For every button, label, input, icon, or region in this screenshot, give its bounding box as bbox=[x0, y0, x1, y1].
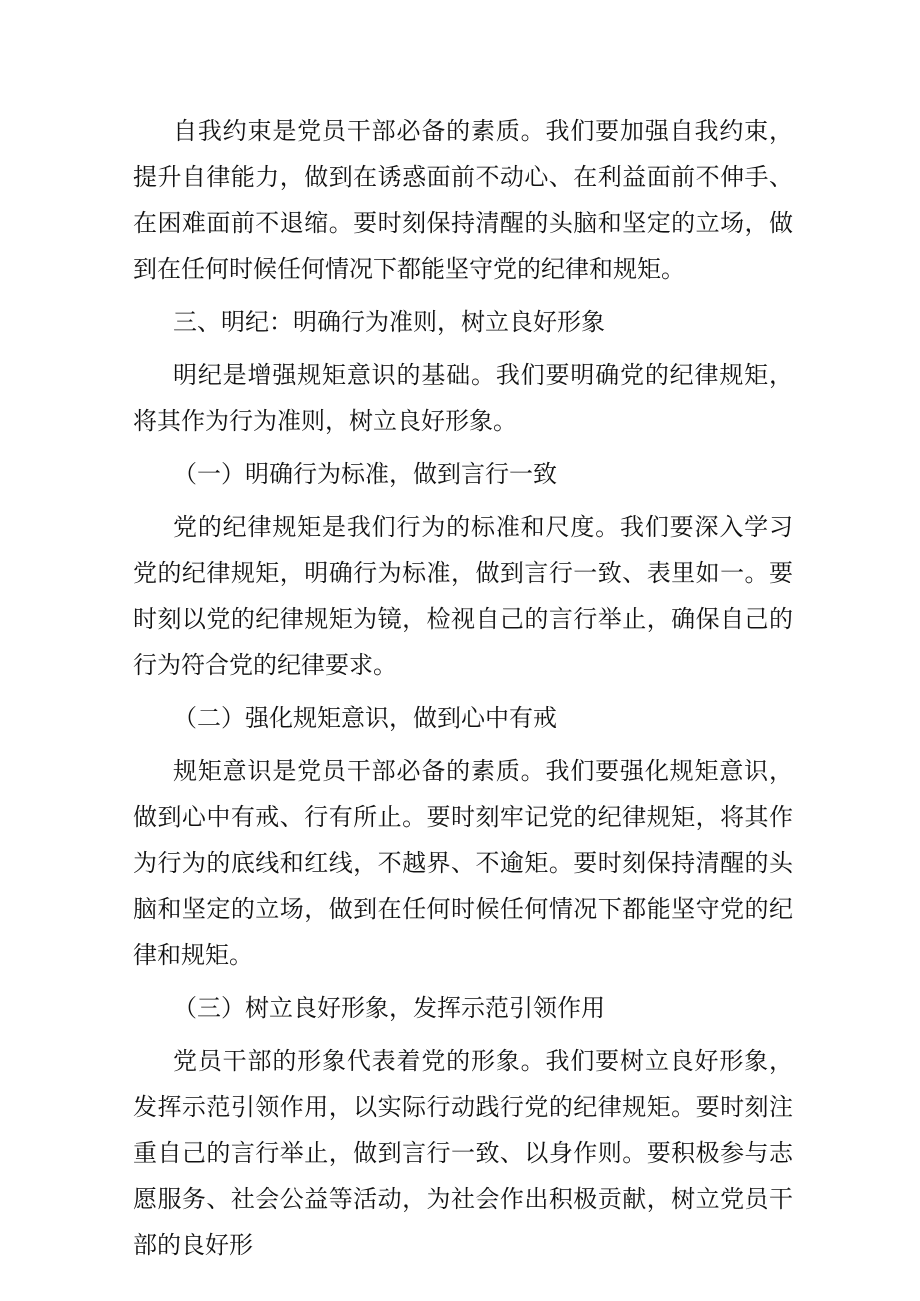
subsection-heading: （三）树立良好形象，发挥示范引领作用 bbox=[173, 994, 605, 1022]
section-heading: 三、明纪：明确行为准则，树立良好形象 bbox=[173, 308, 605, 336]
body-paragraph: 党员干部的形象代表着党的形象。我们要树立良好形象，发挥示范引领作用，以实际行动践行党的纪律规矩。要时刻注重自己的言行举止，做到言行一致、以身作则。要积极参与志愿服务、社会公益等活动，为社会作出积极贡献，树立党员干部的良好形 bbox=[133, 1047, 793, 1259]
body-paragraph: 党的纪律规矩是我们行为的标准和尺度。我们要深入学习党的纪律规矩，明确行为标准，做到言行一致、表里如一。要时刻以党的纪律规矩为镜，检视自己的言行举止，确保自己的行为符合党的纪律要求。 bbox=[133, 513, 793, 679]
subsection-heading: （一）明确行为标准，做到言行一致 bbox=[173, 460, 557, 488]
body-paragraph: 规矩意识是党员干部必备的素质。我们要强化规矩意识，做到心中有戒、行有所止。要时刻牢记党的纪律规矩，将其作为行为的底线和红线，不越界、不逾矩。要时刻保持清醒的头脑和坚定的立场，做到在任何时候任何情况下都能坚守党的纪律和规矩。 bbox=[133, 757, 793, 969]
subsection-heading: （二）强化规矩意识，做到心中有戒 bbox=[173, 704, 557, 732]
body-paragraph: 自我约束是党员干部必备的素质。我们要加强自我约束，提升自律能力，做到在诱惑面前不动心、在利益面前不伸手、在困难面前不退缩。要时刻保持清醒的头脑和坚定的立场，做到在任何时候任何情况下都能坚守党的纪律和规矩。 bbox=[133, 117, 793, 283]
document-body bbox=[133, 108, 793, 1275]
body-paragraph: 明纪是增强规矩意识的基础。我们要明确党的纪律规矩，将其作为行为准则，树立良好形象。 bbox=[133, 361, 793, 435]
